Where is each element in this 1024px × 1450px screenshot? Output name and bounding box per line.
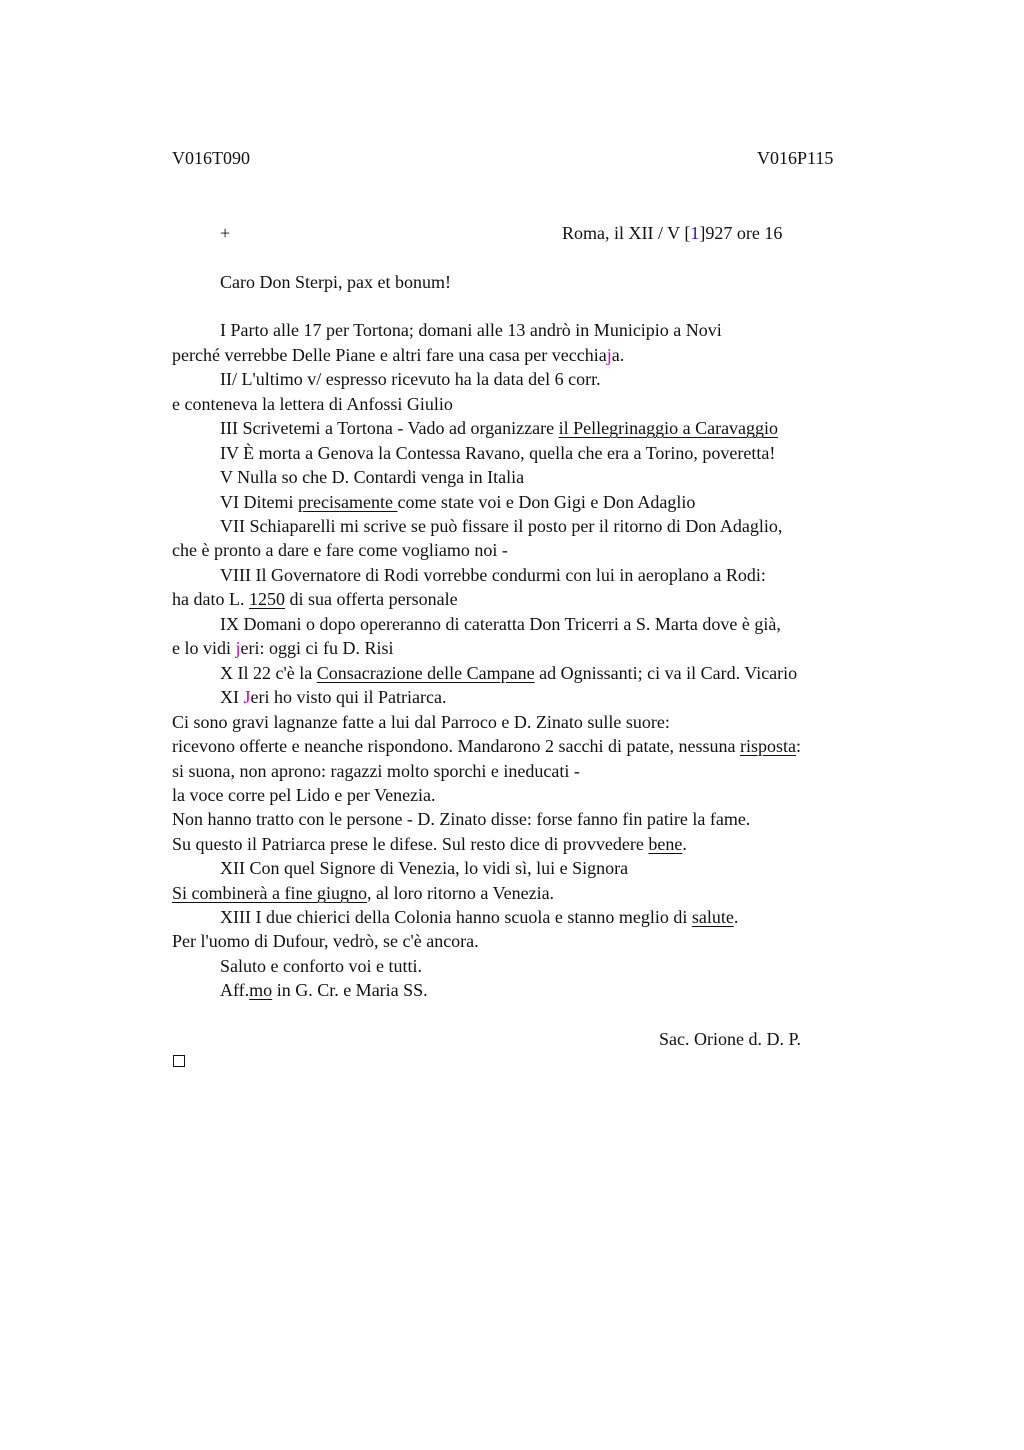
item-11-line-6: Non hanno tratto con le persone - D. Zinato disse: forse fanno fin patire la fame. — [172, 809, 751, 829]
underlined-text: Si combinerà a fine giugno — [172, 883, 367, 903]
editorial-bracket-digit: 1 — [690, 223, 700, 243]
item-11-line-7: Su questo il Patriarca prese le difese. Sul resto dice di provvedere bene. — [172, 834, 687, 854]
underlined-text: bene — [648, 834, 683, 854]
item-11-line-1: XI Jeri ho visto qui il Patriarca. — [220, 687, 447, 707]
item-7-line-2: che è pronto a dare e fare come vogliamo noi - — [172, 540, 508, 560]
document-code-left: V016T090 — [172, 148, 250, 168]
item-1-line-1: I Parto alle 17 per Tortona; domani alle 13 andrò in Municipio a Novi — [220, 320, 722, 340]
underlined-text: 1250 — [248, 589, 285, 609]
underlined-text: risposta — [739, 736, 796, 756]
item-1-line-2: perché verrebbe Delle Piane e altri fare una casa per vecchiaja. — [172, 345, 625, 365]
document-code-right: V016P115 — [757, 148, 834, 168]
underlined-text: precisamente — [298, 492, 398, 512]
item-5: V Nulla so che D. Contardi venga in Italia — [220, 467, 525, 487]
item-11-line-5: la voce corre pel Lido e per Venezia. — [172, 785, 436, 805]
item-9-line-1: IX Domani o dopo opereranno di cateratta Don Tricerri a S. Marta dove è già, — [220, 614, 781, 634]
item-2-line-1: II/ L'ultimo v/ espresso ricevuto ha la data del 6 corr. — [220, 369, 601, 389]
item-8-line-2: ha dato L. 1250 di sua offerta personale — [172, 589, 458, 609]
closing-affectionate: Aff.mo in G. Cr. e Maria SS. — [220, 980, 428, 1000]
salutation: Caro Don Sterpi, pax et bonum! — [220, 272, 451, 292]
item-11-line-2: Ci sono gravi lagnanze fatte a lui dal Parroco e D. Zinato sulle suore: — [172, 712, 670, 732]
underlined-text: il Pellegrinaggio a Caravaggio — [558, 418, 779, 438]
underlined-text: salute — [691, 907, 734, 927]
item-9-line-2: e lo vidi jeri: oggi ci fu D. Risi — [172, 638, 394, 658]
item-6: VI Ditemi precisamente come state voi e Don Gigi e Don Adaglio — [220, 492, 696, 512]
item-7-line-1: VII Schiaparelli mi scrive se può fissare il posto per il ritorno di Don Adaglio, — [220, 516, 783, 536]
item-2-line-2: e conteneva la lettera di Anfossi Giulio — [172, 394, 453, 414]
cross-mark: + — [220, 223, 231, 243]
editorial-mark: j — [606, 345, 612, 365]
item-12-line-2: Si combinerà a fine giugno, al loro ritorno a Venezia. — [172, 883, 555, 903]
item-12-line-1: XII Con quel Signore di Venezia, lo vidi sì, lui e Signora — [220, 858, 629, 878]
item-10: X Il 22 c'è la Consacrazione delle Campane ad Ognissanti; ci va il Card. Vicario — [220, 663, 798, 683]
signature: Sac. Orione d. D. P. — [659, 1029, 801, 1049]
underlined-text: mo — [249, 980, 273, 1000]
item-13-line-2: Per l'uomo di Dufour, vedrò, se c'è ancora. — [172, 931, 479, 951]
editorial-mark: J — [243, 687, 251, 707]
item-11-line-3: ricevono offerte e neanche rispondono. Mandarono 2 sacchi di patate, nessuna risposta: — [172, 736, 801, 756]
end-marker-square-icon — [173, 1055, 185, 1067]
item-3: III Scrivetemi a Tortona - Vado ad organizzare il Pellegrinaggio a Caravaggio — [220, 418, 779, 438]
item-13-line-1: XIII I due chierici della Colonia hanno scuola e stanno meglio di salute. — [220, 907, 739, 927]
item-4: IV È morta a Genova la Contessa Ravano, quella che era a Torino, poveretta! — [220, 443, 776, 463]
item-11-line-4: si suona, non aprono: ragazzi molto sporchi e ineducati - — [172, 761, 580, 781]
editorial-mark: j — [235, 638, 241, 658]
underlined-text: Consacrazione delle Campane — [316, 663, 535, 683]
closing-greeting: Saluto e conforto voi e tutti. — [220, 956, 422, 976]
dateline: Roma, il XII / V [1]927 ore 16 — [562, 223, 783, 243]
item-8-line-1: VIII Il Governatore di Rodi vorrebbe condurmi con lui in aeroplano a Rodi: — [220, 565, 766, 585]
